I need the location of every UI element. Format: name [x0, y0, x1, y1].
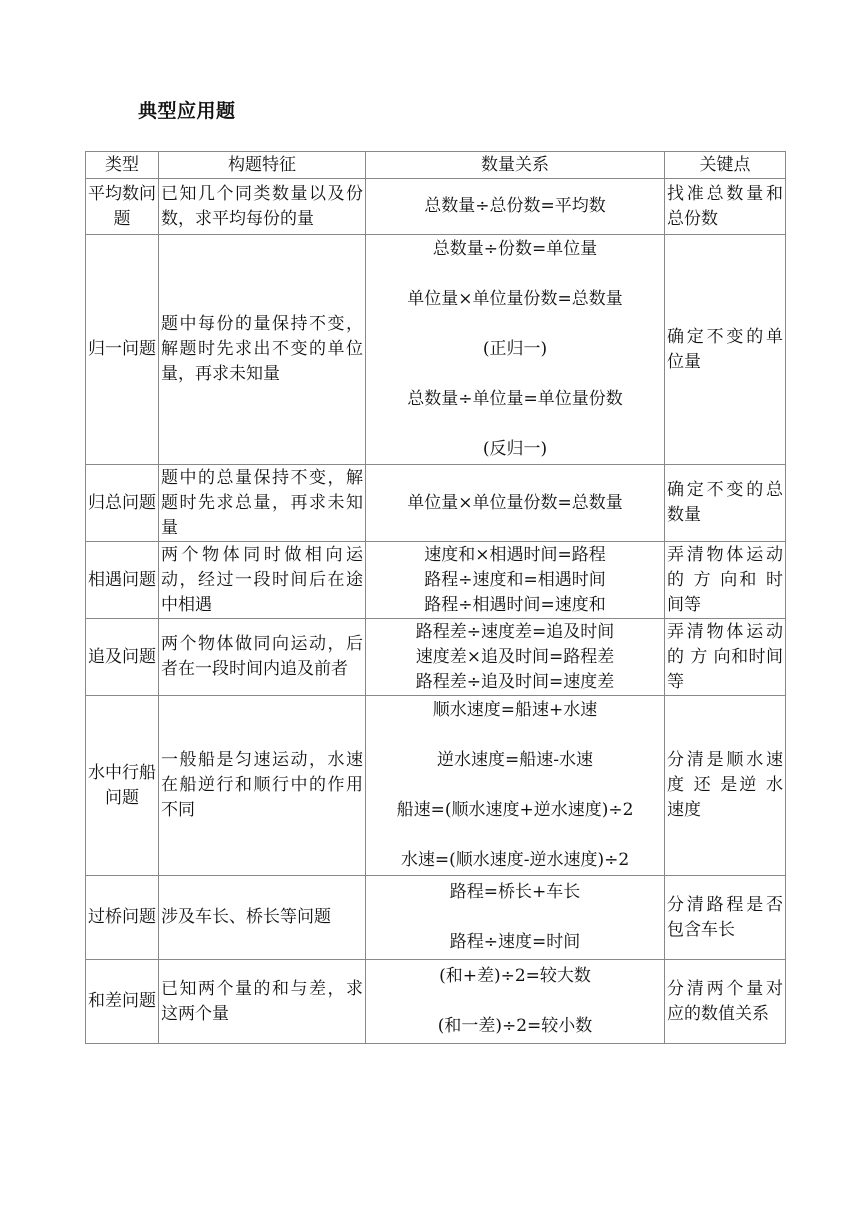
relation-line: 船速=(顺水速度+逆水速度)÷2	[396, 800, 634, 820]
cell-relations	[366, 696, 665, 876]
relation-line: 顺水速度=船速+水速	[432, 700, 598, 720]
relation-line: (和+差)÷2=较大数	[439, 966, 591, 986]
relation-line: 路程÷速度=时间	[449, 932, 581, 952]
table-row	[86, 696, 786, 876]
relation-line: 总数量÷单位量=单位量份数	[407, 389, 623, 409]
table-row	[86, 960, 786, 1044]
table-row	[86, 542, 786, 619]
cell-type: 归总问题	[86, 465, 159, 542]
cell-type: 相遇问题	[86, 542, 159, 619]
table-header-row	[86, 152, 786, 179]
cell-type: 平均数问题	[86, 179, 159, 235]
cell-key: 弄清物体运动的 方 向和 时间等	[665, 542, 786, 619]
relation-line: 速度和×相遇时间=路程	[424, 544, 606, 565]
cell-key: 确定不变的总数量	[665, 465, 786, 542]
table-row	[86, 619, 786, 696]
table-row	[86, 179, 786, 235]
header-feature: 构题特征	[159, 152, 366, 179]
relation-line: (和一差)÷2=较小数	[437, 1016, 593, 1036]
cell-relations	[366, 876, 665, 960]
relation-line: 总数量÷份数=单位量	[432, 239, 598, 259]
cell-type: 归一问题	[86, 235, 159, 465]
table-row	[86, 876, 786, 960]
relation-line: 路程=桥长+车长	[449, 882, 581, 902]
cell-key: 弄清物体运动的 方 向和时间等	[665, 619, 786, 696]
cell-feature: 题中每份的量保持不变，解题时先求出不变的单位量，再求未知量	[159, 235, 366, 465]
cell-feature: 一般船是匀速运动，水速在船逆行和顺行中的作用不同	[159, 696, 366, 876]
cell-feature: 涉及车长、桥长等问题	[159, 876, 366, 960]
cell-key: 分清两个量对应的数值关系	[665, 960, 786, 1044]
cell-key: 分清是顺水速度 还 是逆 水速度	[665, 696, 786, 876]
relation-line: 速度差×追及时间=路程差	[415, 646, 615, 667]
header-relations: 数量关系	[366, 152, 665, 179]
relation-line: 路程差÷速度差=追及时间	[415, 621, 615, 642]
cell-relations	[366, 542, 665, 619]
relation-line: (正归一)	[482, 339, 548, 359]
cell-relations	[366, 619, 665, 696]
relation-line: 逆水速度=船速-水速	[437, 750, 593, 770]
table-row	[86, 235, 786, 465]
cell-feature: 已知几个同类数量以及份数，求平均每份的量	[159, 179, 366, 235]
cell-key: 确定不变的单位量	[665, 235, 786, 465]
cell-type: 水中行船问题	[86, 696, 159, 876]
header-type: 类型	[86, 152, 159, 179]
relation-line: 路程÷速度和=相遇时间	[424, 569, 606, 590]
relation-line: 水速=(顺水速度-逆水速度)÷2	[400, 850, 630, 870]
cell-type: 和差问题	[86, 960, 159, 1044]
table-body	[86, 179, 786, 1044]
cell-relations	[366, 465, 665, 542]
cell-feature: 题中的总量保持不变，解题时先求总量，再求未知量	[159, 465, 366, 542]
relation-line: (反归一)	[482, 439, 548, 459]
cell-key: 找准总数量和总份数	[665, 179, 786, 235]
cell-relations	[366, 235, 665, 465]
cell-key: 分清路程是否包含车长	[665, 876, 786, 960]
cell-relations	[366, 179, 665, 235]
cell-relations	[366, 960, 665, 1044]
header-key: 关键点	[665, 152, 786, 179]
problem-types-table	[85, 151, 786, 1044]
table-row	[86, 465, 786, 542]
cell-type: 追及问题	[86, 619, 159, 696]
page-title: 典型应用题	[138, 100, 236, 122]
cell-feature: 两个物体同时做相向运动，经过一段时间后在途中相遇	[159, 542, 366, 619]
cell-type: 过桥问题	[86, 876, 159, 960]
relation-line: 路程差÷追及时间=速度差	[415, 671, 615, 692]
relation-line: 单位量×单位量份数=总数量	[407, 289, 623, 309]
relation-line: 总数量÷总份数=平均数	[424, 196, 606, 216]
relation-line: 单位量×单位量份数=总数量	[407, 492, 623, 513]
cell-feature: 两个物体做同向运动，后者在一段时间内追及前者	[159, 619, 366, 696]
relation-line: 路程÷相遇时间=速度和	[424, 594, 606, 615]
cell-feature: 已知两个量的和与差，求这两个量	[159, 960, 366, 1044]
